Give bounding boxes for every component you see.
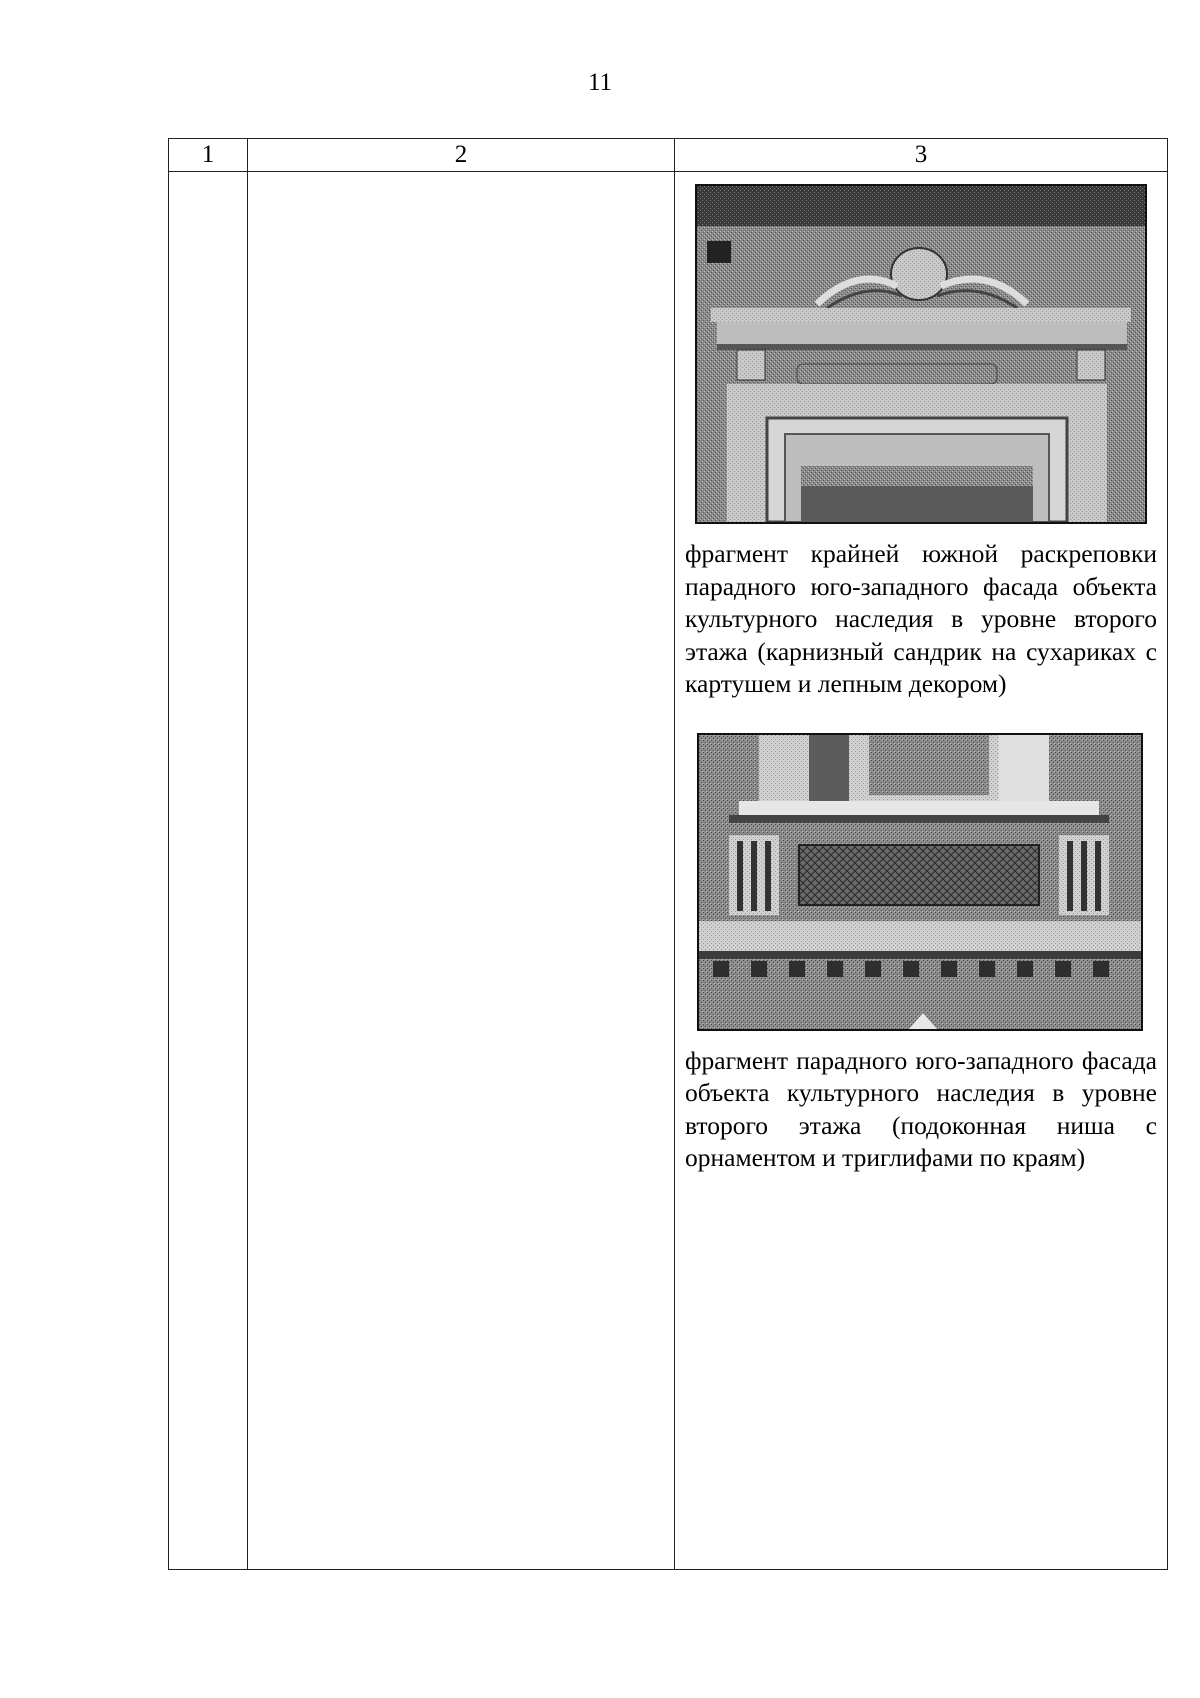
page-number: 11 <box>587 69 613 96</box>
column-header-3: 3 <box>675 139 1168 172</box>
photo-1-caption: фрагмент крайней южной раскреповки парадного юго-западного фасада объекта культурного наследия в уровне второго этажа (карнизный сандрик на сухариках с картушем и лепным декором) <box>685 539 1157 698</box>
table-row <box>169 172 1168 1570</box>
column-header-2: 2 <box>248 139 675 172</box>
table-header-row <box>169 139 1168 172</box>
photo-window-pediment <box>695 184 1147 524</box>
table-cell-col3 <box>675 172 1168 1570</box>
photo-2-caption: фрагмент парадного юго-западного фасада объекта культурного наследия в уровне второго этажа (подоконная ниша с орнаментом и триглифами по краям) <box>685 1045 1157 1172</box>
table-cell-col1 <box>169 172 248 1570</box>
table-cell-col2 <box>248 172 675 1570</box>
column-header-1: 1 <box>169 139 248 172</box>
photo-window-sill-niche <box>697 733 1143 1031</box>
document-table <box>168 138 1168 1570</box>
